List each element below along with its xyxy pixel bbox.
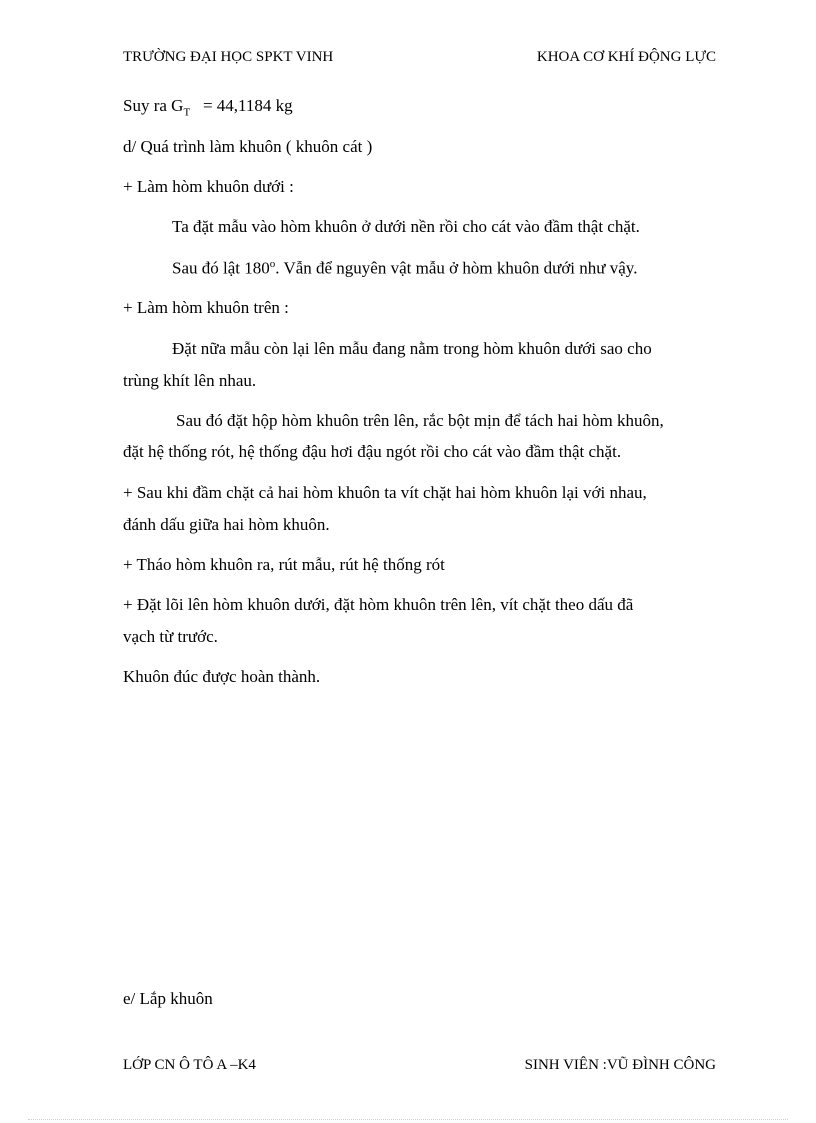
item1-paragraph2 — [172, 258, 637, 279]
section-d-heading: d/ Quá trình làm khuôn ( khuôn cát ) — [123, 137, 373, 156]
item2-p2-line2: đặt hệ thống rót, hệ thống đậu hơi đậu ngót rồi cho cát vào đầm thật chặt. — [123, 442, 622, 461]
item5-line1: + Đặt lõi lên hòm khuôn dưới, đặt hòm khuôn trên lên, vít chặt theo dấu đã — [123, 595, 634, 614]
footer-student: SINH VIÊN :VŨ ĐÌNH CÔNG — [524, 1057, 716, 1073]
header-faculty: KHOA CƠ KHÍ ĐỘNG LỰC — [536, 49, 716, 65]
item1-paragraph1: Ta đặt mẫu vào hòm khuôn ở dưới nền rồi cho cát vào đầm thật chặt. — [172, 217, 640, 236]
page-bottom-border — [28, 1119, 788, 1120]
item3-line2: đánh dấu giữa hai hòm khuôn. — [123, 515, 330, 534]
item2-p2-line1: Sau đó đặt hộp hòm khuôn trên lên, rắc bột mịn để tách hai hòm khuôn, — [176, 411, 664, 430]
item1-p2-part-b: . Vẫn để nguyên vật mẫu ở hòm khuôn dưới như vậy. — [275, 258, 638, 278]
item5-line2: vạch từ trước. — [123, 627, 218, 646]
item3-line1: + Sau khi đầm chặt cả hai hòm khuôn ta vít chặt hai hòm khuôn lại với nhau, — [123, 483, 647, 502]
result-subscript: T — [183, 106, 191, 119]
page-header — [123, 49, 716, 66]
item1-p2-part-a: Sau đó lật 180 — [172, 258, 270, 278]
item2-p1-line1: Đặt nữa mẫu còn lại lên mẫu đang nằm trong hòm khuôn dưới sao cho — [172, 339, 652, 358]
item1-title: + Làm hòm khuôn dưới : — [123, 177, 294, 196]
section-e-heading: e/ Lắp khuôn — [123, 989, 213, 1008]
item4: + Tháo hòm khuôn ra, rút mẫu, rút hệ thống rót — [123, 555, 445, 574]
result-value: = 44,1184 kg — [202, 96, 293, 115]
item2-title: + Làm hòm khuôn trên : — [123, 298, 289, 317]
item2-p1-line2: trùng khít lên nhau. — [123, 371, 257, 390]
footer-class: LỚP CN Ô TÔ A –K4 — [123, 1057, 256, 1073]
header-school: TRƯỜNG ĐẠI HỌC SPKT VINH — [123, 49, 334, 65]
page-footer — [123, 1057, 716, 1074]
result-prefix: Suy ra G — [123, 96, 184, 115]
result-line — [123, 96, 293, 118]
degree-superscript: o — [269, 258, 276, 270]
conclusion: Khuôn đúc được hoàn thành. — [123, 667, 321, 686]
